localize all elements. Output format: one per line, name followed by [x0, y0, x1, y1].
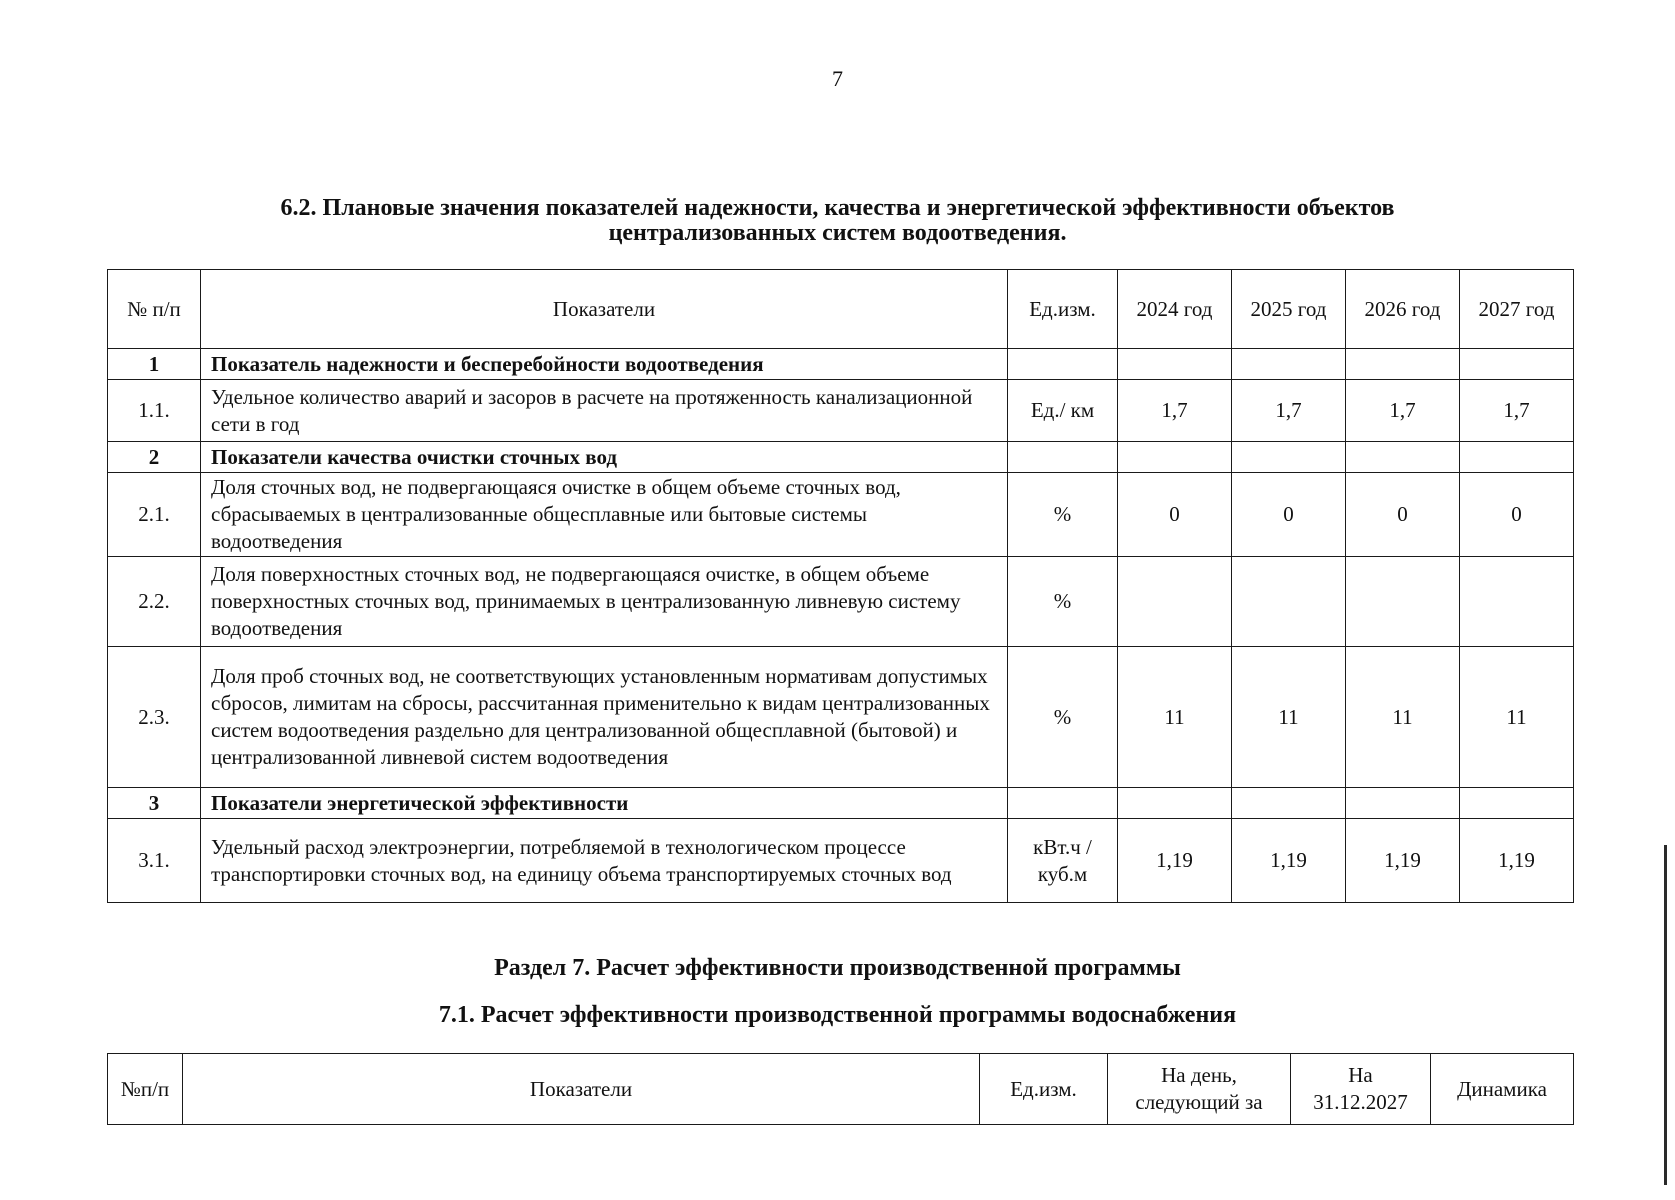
row-2024	[1118, 442, 1232, 473]
row-num: 1	[108, 349, 201, 380]
row-2027: 11	[1460, 647, 1574, 788]
row-unit: Ед./ км	[1008, 380, 1118, 442]
row-2025: 1,7	[1232, 380, 1346, 442]
row-name: Доля проб сточных вод, не соответствующих установленным нормативам допустимых сбросов, лимитам на сбросы, рассчитанная применительно к видам централизованных систем водоотведения раздельно для централизованной общесплавной (бытовой) и централизованной ливневой систем водоотведения	[201, 647, 1008, 788]
row-2027	[1460, 442, 1574, 473]
section-6-2-heading	[0, 196, 1675, 246]
row-2025: 11	[1232, 647, 1346, 788]
table-header-row	[108, 1054, 1574, 1125]
row-2026: 0	[1346, 473, 1460, 557]
row-2025: 1,19	[1232, 819, 1346, 903]
row-2025	[1232, 557, 1346, 647]
row-name: Доля поверхностных сточных вод, не подвергающаяся очистке, в общем объеме поверхностных сточных вод, принимаемых в централизованную ливневую систему водоотведения	[201, 557, 1008, 647]
row-2026: 11	[1346, 647, 1460, 788]
row-2026	[1346, 349, 1460, 380]
row-name: Показатели энергетической эффективности	[201, 788, 1008, 819]
row-2025: 0	[1232, 473, 1346, 557]
table-row	[108, 442, 1574, 473]
row-2025	[1232, 442, 1346, 473]
row-2026	[1346, 557, 1460, 647]
row-name: Удельное количество аварий и засоров в расчете на протяженность канализационной сети в год	[201, 380, 1008, 442]
row-2024: 1,19	[1118, 819, 1232, 903]
row-name: Доля сточных вод, не подвергающаяся очистке в общем объеме сточных вод, сбрасываемых в централизованные общесплавные или бытовые системы водоотведения	[201, 473, 1008, 557]
row-name: Показатель надежности и бесперебойности водоотведения	[201, 349, 1008, 380]
scan-edge-line	[1664, 845, 1667, 1185]
table-row	[108, 819, 1574, 903]
reliability-indicators-table	[107, 269, 1574, 903]
row-num: 2	[108, 442, 201, 473]
section-7-heading: Раздел 7. Расчет эффективности производственной программы	[494, 955, 1181, 981]
header-2024: 2024 год	[1118, 270, 1232, 349]
header-unit: Ед.изм.	[1008, 270, 1118, 349]
row-2027: 0	[1460, 473, 1574, 557]
header-num: №п/п	[108, 1054, 183, 1125]
row-2024: 0	[1118, 473, 1232, 557]
section-6-2-title-line1: 6.2. Плановые значения показателей надежности, качества и энергетической эффективности объектов	[280, 195, 1395, 221]
row-num: 2.2.	[108, 557, 201, 647]
row-num: 2.1.	[108, 473, 201, 557]
row-2026: 1,19	[1346, 819, 1460, 903]
header-date: На 31.12.2027	[1291, 1054, 1431, 1125]
table-row	[108, 788, 1574, 819]
header-num: № п/п	[108, 270, 201, 349]
table-row	[108, 380, 1574, 442]
row-2026	[1346, 442, 1460, 473]
table-header-row	[108, 270, 1574, 349]
section-7-1-heading: 7.1. Расчет эффективности производственной программы водоснабжения	[438, 1002, 1237, 1028]
row-2027: 1,7	[1460, 380, 1574, 442]
header-indicators: Показатели	[183, 1054, 980, 1125]
row-unit	[1008, 788, 1118, 819]
section-6-2-title-line2: централизованных систем водоотведения.	[608, 220, 1067, 246]
table-row	[108, 647, 1574, 788]
header-indicators: Показатели	[201, 270, 1008, 349]
row-num: 3.1.	[108, 819, 201, 903]
row-2027	[1460, 557, 1574, 647]
row-name: Удельный расход электроэнергии, потребляемой в технологическом процессе транспортировки сточных вод, на единицу объема транспортируемых сточных вод	[201, 819, 1008, 903]
row-2026: 1,7	[1346, 380, 1460, 442]
row-2027: 1,19	[1460, 819, 1574, 903]
row-2024: 11	[1118, 647, 1232, 788]
row-unit	[1008, 349, 1118, 380]
table-row	[108, 557, 1574, 647]
header-unit: Ед.изм.	[980, 1054, 1108, 1125]
row-unit	[1008, 442, 1118, 473]
header-dynamics: Динамика	[1431, 1054, 1574, 1125]
header-2025: 2025 год	[1232, 270, 1346, 349]
row-2024	[1118, 788, 1232, 819]
header-day-next: На день, следующий за	[1108, 1054, 1291, 1125]
row-2027	[1460, 788, 1574, 819]
row-num: 3	[108, 788, 201, 819]
row-num: 2.3.	[108, 647, 201, 788]
row-2026	[1346, 788, 1460, 819]
row-2027	[1460, 349, 1574, 380]
row-2024: 1,7	[1118, 380, 1232, 442]
row-name: Показатели качества очистки сточных вод	[201, 442, 1008, 473]
header-2027: 2027 год	[1460, 270, 1574, 349]
header-2026: 2026 год	[1346, 270, 1460, 349]
row-num: 1.1.	[108, 380, 201, 442]
row-unit: %	[1008, 647, 1118, 788]
production-program-table	[107, 1053, 1574, 1125]
row-2025	[1232, 788, 1346, 819]
row-2025	[1232, 349, 1346, 380]
row-unit: %	[1008, 557, 1118, 647]
table-row	[108, 349, 1574, 380]
row-2024	[1118, 349, 1232, 380]
table-row	[108, 473, 1574, 557]
page-number: 7	[832, 66, 843, 91]
row-2024	[1118, 557, 1232, 647]
row-unit: кВт.ч / куб.м	[1008, 819, 1118, 903]
row-unit: %	[1008, 473, 1118, 557]
